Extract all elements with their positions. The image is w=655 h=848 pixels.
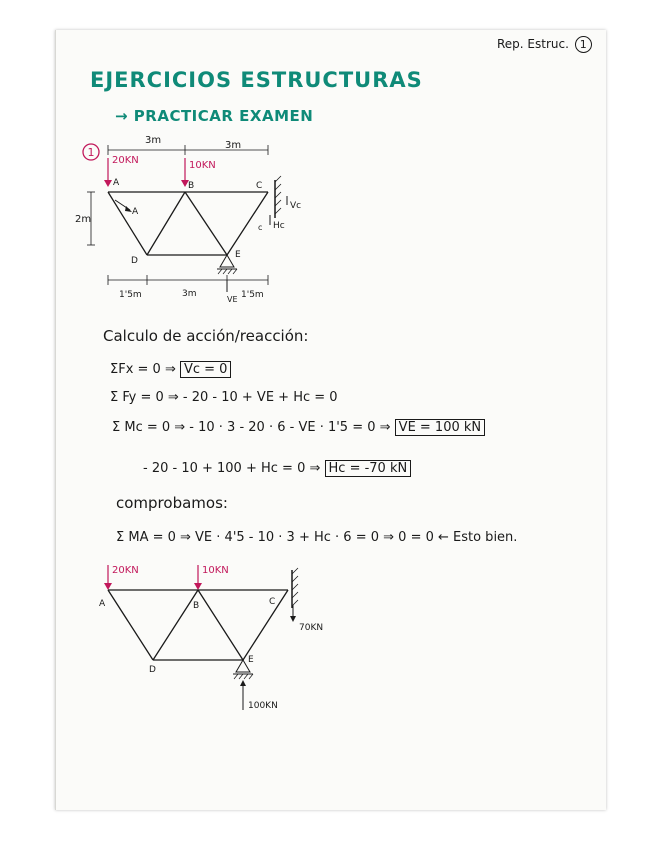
page-subtitle: → PRACTICAR EXAMEN xyxy=(115,107,314,125)
reference-label: Rep. Estruc. xyxy=(497,37,569,51)
node-a-label: A xyxy=(113,178,120,188)
eq1-lhs: ΣFx = 0 ⇒ xyxy=(110,362,176,377)
check-equation: Σ MA = 0 ⇒ VE · 4'5 - 10 · 3 + Hc · 6 = 0 ⇒ 0 = 0 ← Esto bien. xyxy=(116,530,518,545)
node-a-label-2: A xyxy=(99,599,106,609)
page-reference xyxy=(497,36,592,53)
node-c-label: C xyxy=(256,181,263,191)
eq4-result-box: Hc = -70 kN xyxy=(325,460,412,477)
load-b-label: 10KN xyxy=(189,160,216,171)
reaction-vc-label: Vc xyxy=(290,201,302,211)
equation-sum-fx xyxy=(110,362,231,377)
truss-members xyxy=(108,192,268,255)
load-b-label-2: 10KN xyxy=(202,565,229,576)
dimension-height-label: 2m xyxy=(75,214,92,225)
eq3-result-box: VE = 100 kN xyxy=(395,419,485,436)
eq3-lhs: Σ Mc = 0 ⇒ - 10 · 3 - 20 · 6 - VE · 1'5 = 0 ⇒ xyxy=(112,420,391,435)
reference-number: 1 xyxy=(575,36,592,53)
reaction-e-label-2: 100KN xyxy=(248,701,278,711)
dimension-bottom-2: 3m xyxy=(182,289,197,299)
equation-hc xyxy=(143,461,411,476)
equation-sum-fy: Σ Fy = 0 ⇒ - 20 - 10 + VE + Hc = 0 xyxy=(110,390,338,405)
dimension-top-left: 3m xyxy=(145,135,162,146)
eq1-result-box: Vc = 0 xyxy=(180,361,231,378)
node-e-label: E xyxy=(235,250,241,260)
reaction-ve-label: VE xyxy=(227,295,238,304)
truss-diagram-2 xyxy=(95,560,335,720)
node-e-label-2: E xyxy=(248,655,254,665)
load-a-label: 20KN xyxy=(112,155,139,166)
node-b-label: B xyxy=(188,181,195,191)
calc-heading: Calculo de acción/reacción: xyxy=(103,327,309,345)
node-d-label: D xyxy=(131,256,138,266)
node-c-small-label: c xyxy=(258,223,263,232)
truss-diagram-1 xyxy=(75,130,315,305)
arrow-a-label: A xyxy=(132,207,139,217)
reaction-hc-label: Hc xyxy=(273,221,285,231)
node-d-label-2: D xyxy=(149,665,156,675)
eq4-lhs: - 20 - 10 + 100 + Hc = 0 ⇒ xyxy=(143,461,321,476)
dimension-top-right: 3m xyxy=(225,140,242,151)
reaction-c-label-2: 70KN xyxy=(299,623,324,633)
load-a-label-2: 20KN xyxy=(112,565,139,576)
node-b-label-2: B xyxy=(193,601,200,611)
equation-sum-mc xyxy=(112,420,485,435)
page-title: EJERCICIOS ESTRUCTURAS xyxy=(90,68,423,92)
exercise-number: 1 xyxy=(87,146,95,159)
dimension-bottom-1: 1'5m xyxy=(119,290,142,300)
check-heading: comprobamos: xyxy=(116,494,228,512)
node-c-label-2: C xyxy=(269,597,276,607)
dimension-bottom-3: 1'5m xyxy=(241,290,264,300)
pin-support-e xyxy=(220,255,234,267)
